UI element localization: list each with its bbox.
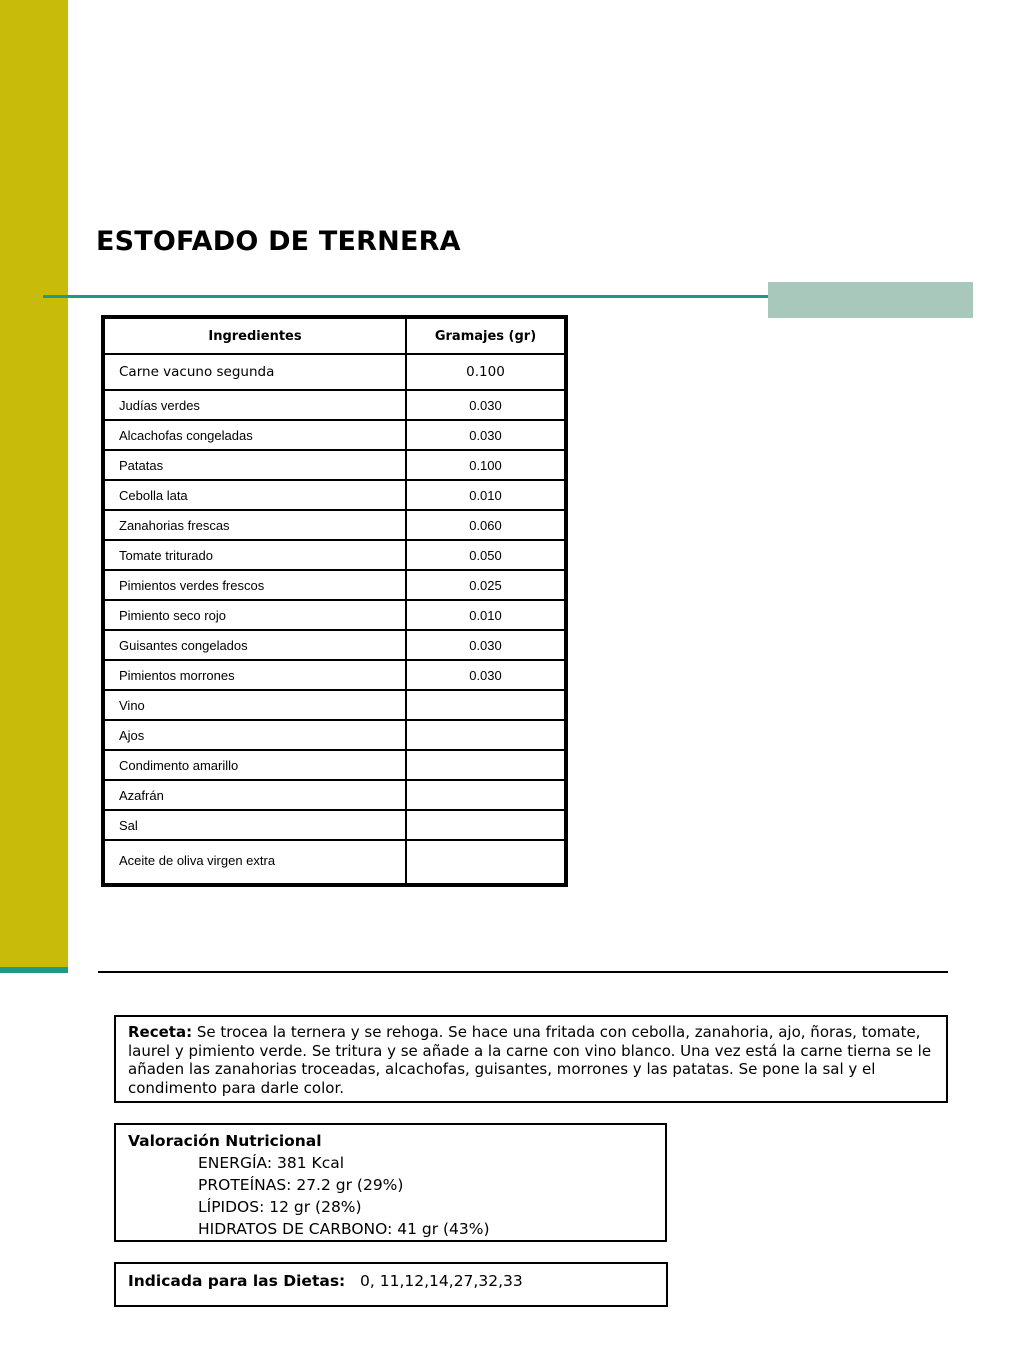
recipe-label: Receta: [128,1023,193,1041]
recipe-box [114,1015,948,1103]
table-row [103,780,566,810]
ingredient-grams [406,840,566,885]
ingredient-name: Carne vacuno segunda [103,354,406,390]
table-row [103,630,566,660]
ingredient-grams: 0.010 [406,480,566,510]
ingredient-grams: 0.030 [406,390,566,420]
diets-label: Indicada para las Dietas: [128,1272,346,1290]
ingredients-body [103,354,566,885]
ingredient-grams: 0.010 [406,600,566,630]
ingredient-grams: 0.050 [406,540,566,570]
ingredient-grams [406,690,566,720]
ingredient-grams [406,720,566,750]
ingredient-name: Condimento amarillo [103,750,406,780]
table-row [103,450,566,480]
ingredient-name: Vino [103,690,406,720]
table-row [103,810,566,840]
ingredient-name: Guisantes congelados [103,630,406,660]
nutrition-box [114,1123,667,1242]
table-row [103,660,566,690]
ingredient-name: Sal [103,810,406,840]
ingredient-grams: 0.100 [406,354,566,390]
ingredient-name: Alcachofas congeladas [103,420,406,450]
ingredient-name: Zanahorias frescas [103,510,406,540]
ingredient-grams [406,810,566,840]
section-divider [98,971,948,973]
table-row [103,570,566,600]
header-ingredients: Ingredientes [103,317,406,354]
ingredient-grams: 0.060 [406,510,566,540]
nutrition-title: Valoración Nutricional [128,1132,322,1150]
ingredient-name: Ajos [103,720,406,750]
recipe-text: Se trocea la ternera y se rehoga. Se hace una fritada con cebolla, zanahoria, ajo, ñoras, tomate, laurel y pimiento verde. Se tritura y se añade a la carne con vino blanco. Una vez está la carne tierna se le añaden las zanahorias troceadas, alcachofas, guisantes, morrones y las patatas. Se pone la sal y el condimento para darle color. [128,1023,932,1097]
table-row [103,420,566,450]
ingredients-table [101,315,568,887]
ingredient-grams: 0.025 [406,570,566,600]
table-header-row [103,317,566,354]
ingredient-name: Tomate triturado [103,540,406,570]
table-row [103,600,566,630]
ingredient-name: Azafrán [103,780,406,810]
ingredient-name: Pimiento seco rojo [103,600,406,630]
ingredient-name: Pimientos morrones [103,660,406,690]
nutrition-energy: ENERGÍA: 381 Kcal [198,1154,345,1172]
title-accent-block [768,282,973,318]
table-row [103,354,566,390]
page-title: ESTOFADO DE TERNERA [96,226,461,257]
table-row [103,390,566,420]
table-row [103,720,566,750]
nutrition-carbs: HIDRATOS DE CARBONO: 41 gr (43%) [198,1220,490,1238]
table-row [103,840,566,885]
sidebar-foot-rule [0,967,68,973]
ingredient-name: Aceite de oliva virgen extra [103,840,406,885]
table-row [103,750,566,780]
ingredient-grams: 0.100 [406,450,566,480]
nutrition-lipids: LÍPIDOS: 12 gr (28%) [198,1198,362,1216]
ingredient-grams [406,750,566,780]
table-row [103,690,566,720]
header-grams: Gramajes (gr) [406,317,566,354]
ingredient-grams: 0.030 [406,630,566,660]
ingredient-grams: 0.030 [406,660,566,690]
nutrition-proteins: PROTEÍNAS: 27.2 gr (29%) [198,1176,404,1194]
diets-box [114,1262,668,1307]
table-row [103,510,566,540]
ingredient-grams [406,780,566,810]
diets-value: 0, 11,12,14,27,32,33 [360,1272,523,1290]
sidebar-accent-bar [0,0,68,968]
ingredient-name: Pimientos verdes frescos [103,570,406,600]
ingredient-name: Cebolla lata [103,480,406,510]
ingredient-name: Judías verdes [103,390,406,420]
ingredient-name: Patatas [103,450,406,480]
table-row [103,480,566,510]
table-row [103,540,566,570]
ingredient-grams: 0.030 [406,420,566,450]
